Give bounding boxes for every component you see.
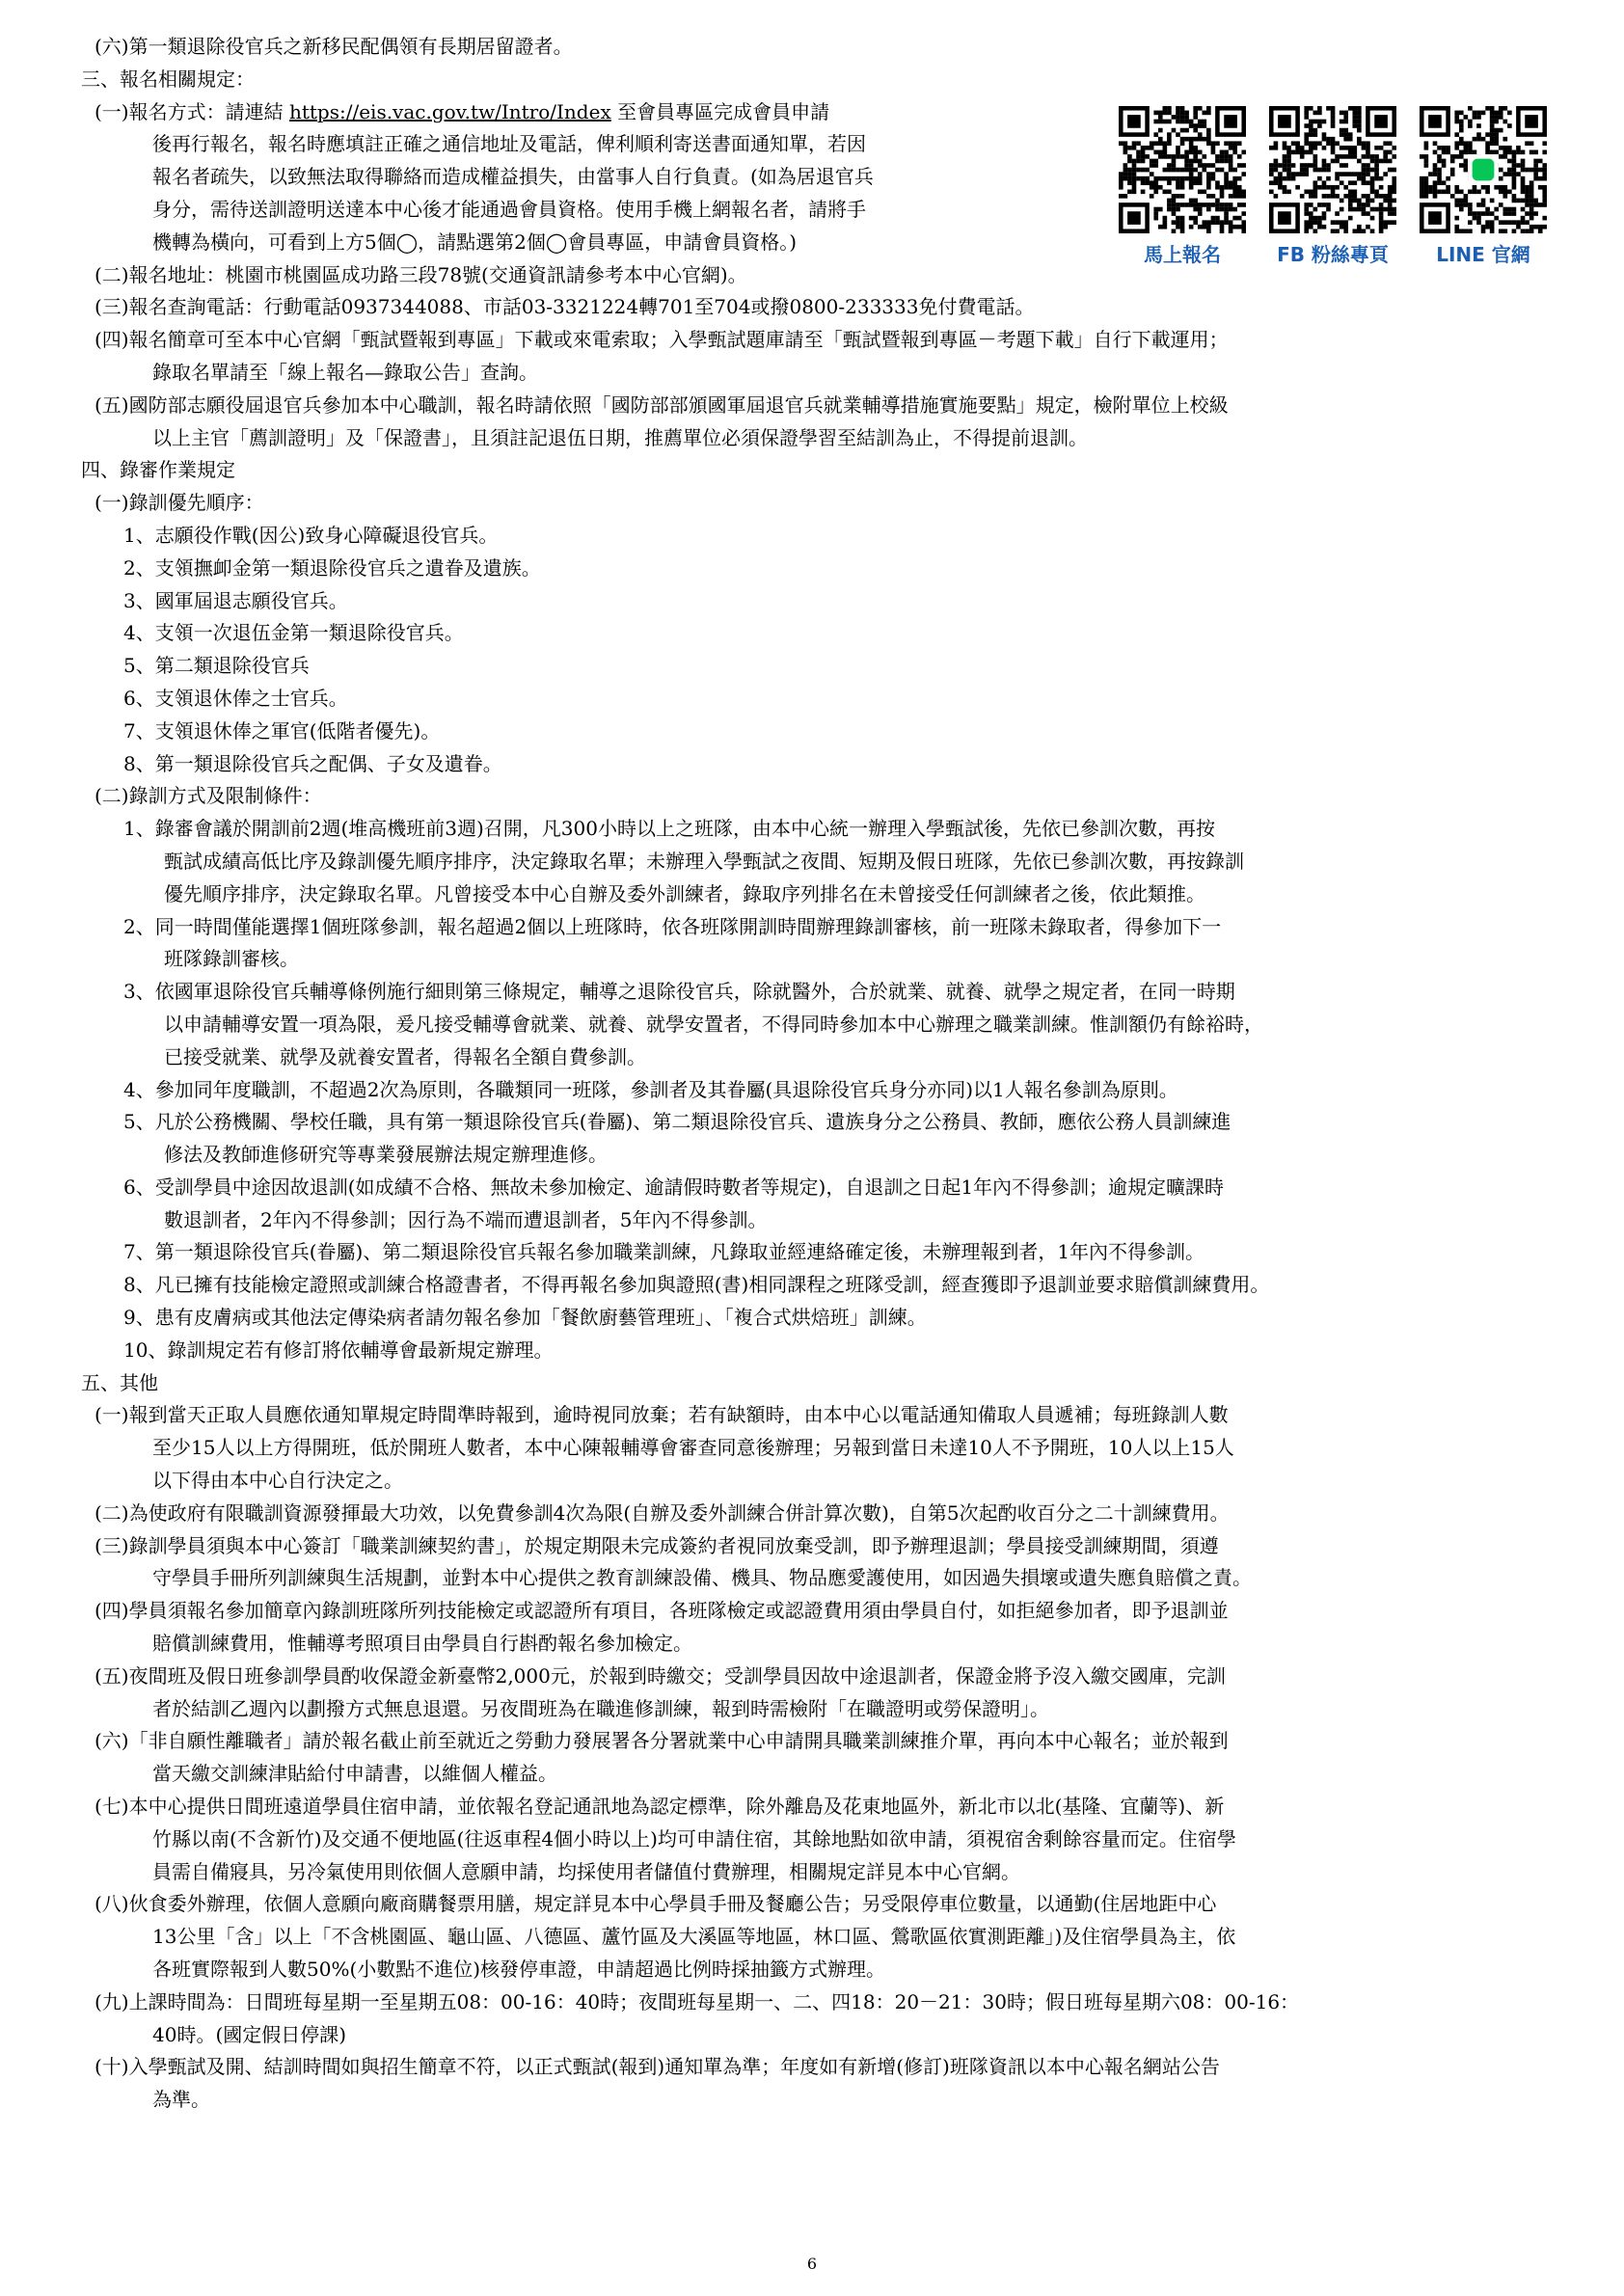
text-line: 數退訓者，2年內不得參訓；因行為不端而遭退訓者，5年內不得參訓。 [164, 1207, 768, 1231]
text-line: (二)為使政府有限職訓資源發揮最大功效，以免費參訓4次為限(自辦及委外訓練合併計算次數)，自第5次起酌收百分之二十訓練費用。 [95, 1500, 1230, 1525]
text-line: 6、受訓學員中途因故退訓(如成績不合格、無故未參加檢定、逾請假時數者等規定)，自退訓之日起1年內不得參訓；逾規定曠課時 [123, 1175, 1225, 1199]
text-line: 1、志願役作戰(因公)致身心障礙退役官兵。 [123, 523, 499, 547]
text-line [95, 96, 1097, 129]
text-line: (一)錄訓優先順序： [95, 491, 264, 515]
qr-code-line[interactable] [1420, 106, 1547, 233]
qr-code-register[interactable] [1119, 106, 1246, 233]
text-line: 以上主官「薦訓證明」及「保證書」，且須註記退伍日期，推薦單位必須保證學習至結訓為止，不得提前退訓。 [152, 425, 1088, 449]
registration-link[interactable]: https://eis.vac.gov.tw/Intro/Index [288, 99, 611, 123]
text-line: 機轉為橫向，可看到上方5個◯，請點選第2個◯會員專區，申請會員資格。) [152, 230, 798, 254]
text-line: 以申請輔導安置一項為限，爰凡接受輔導會就業、就養、就學安置者，不得同時參加本中心辦理之職業訓練。惟訓額仍有餘裕時， [164, 1012, 1263, 1036]
text-segment: (一)報名方式：請連結 [95, 99, 289, 123]
text-line: 優先順序排序，決定錄取名單。凡曾接受本中心自辦及委外訓練者，錄取序列排名在未曾接受任何訓練者之後，依此類推。 [164, 881, 1205, 905]
text-line: (八)伙食委外辦理，依個人意願向廠商購餐票用膳，規定詳見本中心學員手冊及餐廳公告；另受限停車位數量，以通勤(住居地距中心 [95, 1892, 1217, 1916]
text-line: (五)夜間班及假日班參訓學員酌收保證金新臺幣2,000元，於報到時繳交；受訓學員因故中途退訓者，保證金將予沒入繳交國庫，完訓 [95, 1663, 1226, 1688]
text-line: (一)報到當天正取人員應依通知單規定時間準時報到，逾時視同放棄；若有缺額時，由本中心以電話通知備取人員遞補；每班錄訓人數 [95, 1403, 1229, 1427]
text-line: 3、依國軍退除役官兵輔導條例施行細則第三條規定，輔導之退除役官兵，除就醫外，合於就業、就養、就學之規定者，在同一時期 [123, 980, 1235, 1004]
qr-label-line: LINE 官網 [1436, 243, 1530, 266]
page-number: 6 [806, 2255, 818, 2273]
text-line: 6、支領退休俸之士官兵。 [123, 686, 348, 710]
text-line: (二)錄訓方式及限制條件： [95, 784, 322, 808]
text-line: 甄試成績高低比序及錄訓優先順序排序，決定錄取名單；未辦理入學甄試之夜間、短期及假日班隊，先依已參訓次數，再按錄訓 [164, 849, 1244, 873]
text-line: 身分，需待送訓證明送達本中心後才能通過會員資格。使用手機上網報名者，請將手 [152, 197, 866, 221]
text-line: 員需自備寢具，另冷氣使用則依個人意願申請，均採使用者儲值付費辦理，相關規定詳見本中心官網。 [152, 1859, 1020, 1883]
text-line: 三、報名相關規定： [81, 67, 255, 91]
text-line: 者於結訓乙週內以劃撥方式無息退還。另夜間班為在職進修訓練，報到時需檢附「在職證明或勞保證明」。 [152, 1696, 1049, 1720]
text-line: (七)本中心提供日間班遠道學員住宿申請，並依報名登記通訊地為認定標準，除外離島及花東地區外，新北市以北(基隆、宜蘭等)、新 [95, 1795, 1225, 1819]
qr-code-facebook[interactable] [1269, 106, 1396, 233]
qr-code-group [1119, 106, 1562, 299]
text-line: (六)「非自願性離職者」請於報名截止前至就近之勞動力發展署各分署就業中心申請開具職業訓練推介單，再向本中心報名；並於報到 [95, 1729, 1229, 1753]
text-line: 至少15人以上方得開班，低於開班人數者，本中心陳報輔導會審查同意後辦理；另報到當日未達10人不予開班，10人以上15人 [152, 1436, 1234, 1460]
text-line: 班隊錄訓審核。 [164, 947, 299, 971]
text-line: 9、患有皮膚病或其他法定傳染病者請勿報名參加「餐飲廚藝管理班」、「複合式烘焙班」訓練。 [123, 1306, 927, 1330]
text-line: (四)學員須報名參加簡章內錄訓班隊所列技能檢定或認證所有項目，各班隊檢定或認證費用須由學員自付，如拒絕參加者，即予退訓並 [95, 1599, 1229, 1623]
text-line: 7、支領退休俸之軍官(低階者優先)。 [123, 718, 441, 743]
text-segment: 至會員專區完成會員申請 [610, 99, 830, 123]
text-line: 10、錄訓規定若有修訂將依輔導會最新規定辦理。 [123, 1337, 554, 1362]
text-line: 4、支領一次退伍金第一類退除役官兵。 [123, 621, 464, 645]
text-line: 2、同一時間僅能選擇1個班隊參訓，報名超過2個以上班隊時，依各班隊開訓時間辦理錄訓審核，前一班隊未錄取者，得參加下一 [123, 914, 1222, 938]
text-line: 後再行報名，報名時應填註正確之通信地址及電話，俾利順利寄送書面通知單，若因 [152, 132, 866, 156]
text-line: 1、錄審會議於開訓前2週(堆高機班前3週)召開，凡300小時以上之班隊，由本中心統一辦理入學甄試後，先依已參訓次數，再按 [123, 817, 1215, 841]
text-line: (五)國防部志願役屆退官兵參加本中心職訓，報名時請依照「國防部部頒國軍屆退官兵就業輔導措施實施要點」規定，檢附單位上校級 [95, 392, 1229, 417]
qr-code-icon [1420, 106, 1547, 233]
text-line: 為準。 [152, 2088, 210, 2112]
text-line: 錄取名單請至「線上報名—錄取公告」查詢。 [152, 360, 538, 384]
text-line: (三)錄訓學員須與本中心簽訂「職業訓練契約書」，於規定期限未完成簽約者視同放棄受訓，即予辦理退訓；學員接受訓練期間，須遵 [95, 1533, 1219, 1557]
text-line: 四、錄審作業規定 [81, 458, 235, 482]
text-line: (二)報名地址：桃園市桃園區成功路三段78號(交通資訊請參考本中心官網)。 [95, 262, 747, 286]
text-line: 守學員手冊所列訓練與生活規劃，並對本中心提供之教育訓練設備、機具、物品應愛護使用，如因過失損壞或遺失應負賠償之責。 [152, 1566, 1252, 1590]
text-line: 報名者疏失，以致無法取得聯絡而造成權益損失，由當事人自行負責。(如為居退官兵 [152, 165, 874, 189]
text-line: 5、第二類退除役官兵 [123, 654, 310, 678]
text-line: 已接受就業、就學及就養安置者，得報名全額自費參訓。 [164, 1044, 646, 1068]
text-line: 5、凡於公務機關、學校任職，具有第一類退除役官兵(眷屬)、第二類退除役官兵、遺族身分之公務員、教師，應依公務人員訓練進 [123, 1110, 1232, 1134]
text-line: 各班實際報到人數50%(小數點不進位)核發停車證，申請超過比例時採抽籤方式辦理。 [152, 1958, 886, 1982]
text-line: 竹縣以南(不含新竹)及交通不便地區(往返車程4個小時以上)均可申請住宿，其餘地點如欲申請，須視宿舍剩餘容量而定。住宿學 [152, 1826, 1236, 1850]
qr-label-register: 馬上報名 [1144, 243, 1221, 266]
text-line: 修法及教師進修研究等專業發展辦法規定辦理進修。 [164, 1143, 608, 1167]
text-line: 賠償訓練費用，惟輔導考照項目由學員自行斟酌報名參加檢定。 [152, 1632, 692, 1656]
text-line: (三)報名查詢電話：行動電話0937344088、市話03-3321224轉701至704或撥0800-233333免付費電話。 [95, 295, 1035, 319]
document-page [81, 31, 1585, 2117]
text-line: (四)報名簡章可至本中心官網「甄試暨報到專區」下載或來電索取；入學甄試題庫請至「甄試暨報到專區－考題下載」自行下載運用； [95, 328, 1229, 352]
qr-label-facebook: FB 粉絲專頁 [1277, 243, 1389, 266]
text-line: (六)第一類退除役官兵之新移民配偶領有長期居留證者。 [95, 35, 573, 58]
text-line: 當天繳交訓練津貼給付申請書，以維個人權益。 [152, 1762, 557, 1786]
text-line: (九)上課時間為：日間班每星期一至星期五08：00-16：40時；夜間班每星期一、二、四18：20－21：30時；假日班每星期六08：00-16： [95, 1989, 1300, 2013]
text-line: 以下得由本中心自行決定之。 [152, 1469, 403, 1493]
text-line: 8、第一類退除役官兵之配偶、子女及遺眷。 [123, 751, 502, 775]
qr-code-icon [1269, 106, 1396, 233]
text-line: 40時。(國定假日停課) [152, 2022, 347, 2046]
text-line: (十)入學甄試及開、結訓時間如與招生簡章不符，以正式甄試(報到)通知單為準；年度如有新增(修訂)班隊資訊以本中心報名網站公告 [95, 2055, 1220, 2079]
text-line: 3、國軍屆退志願役官兵。 [123, 588, 348, 612]
text-line: 8、凡已擁有技能檢定證照或訓練合格證書者，不得再報名參加與證照(書)相同課程之班隊受訓，經查獲即予退訓並要求賠償訓練費用。 [123, 1273, 1270, 1297]
text-line: 2、支領撫卹金第一類退除役官兵之遺眷及遺族。 [123, 555, 541, 580]
text-line: 7、第一類退除役官兵(眷屬)、第二類退除役官兵報名參加職業訓練，凡錄取並經連絡確定後，未辦理報到者，1年內不得參訓。 [123, 1240, 1205, 1264]
text-line: 五、其他 [81, 1370, 158, 1394]
qr-code-icon [1119, 106, 1246, 233]
text-line: 13公里「含」以上「不含桃園區、龜山區、八德區、蘆竹區及大溪區等地區，林口區、鶯歌區依實測距離」)及住宿學員為主，依 [152, 1925, 1236, 1949]
text-line: 4、參加同年度職訓，不超過2次為原則，各職類同一班隊，參訓者及其眷屬(具退除役官兵身分亦同)以1人報名參訓為原則。 [123, 1077, 1178, 1101]
